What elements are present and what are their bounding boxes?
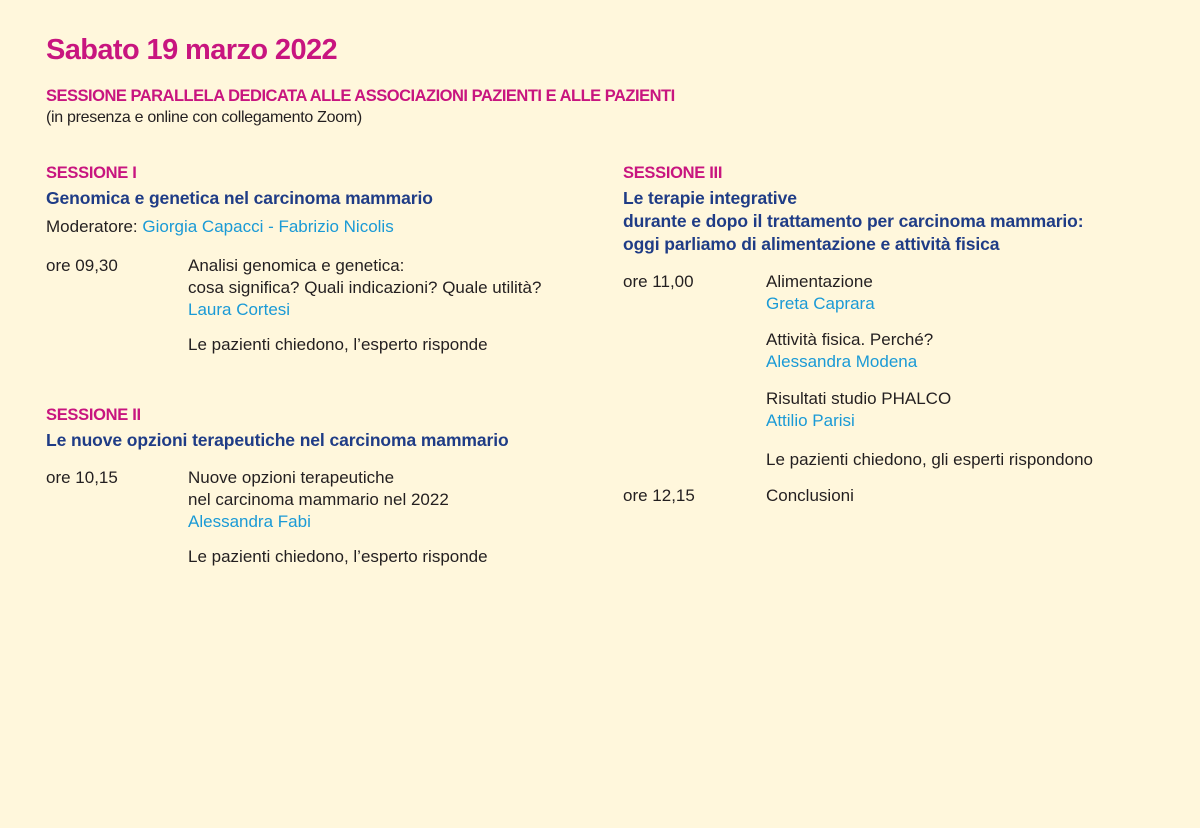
moderator-names: Giorgia Capacci - Fabrizio Nicolis (142, 217, 394, 236)
talk-title-line: Analisi genomica e genetica: (188, 256, 405, 275)
session3-qa: Le pazienti chiedono, gli esperti rispondono (766, 450, 1094, 469)
session3-title-line: Le terapie integrative (623, 188, 797, 208)
talk-speaker: Attilio Parisi (766, 411, 855, 430)
session2-qa: Le pazienti chiedono, l’esperto risponde (188, 547, 488, 566)
talk-topic: Risultati studio PHALCO (766, 389, 952, 408)
event-note: (in presenza e online con collegamento Zoom) (46, 109, 362, 126)
session1-label: SESSIONE I (46, 164, 137, 182)
session1-title: Genomica e genetica nel carcinoma mammario (46, 188, 433, 208)
session3-label: SESSIONE III (623, 164, 723, 182)
talk-speaker: Greta Caprara (766, 294, 875, 313)
session3-time-2: ore 12,15 (623, 486, 695, 505)
session3-time-1: ore 11,00 (623, 272, 694, 291)
session3-title-line: durante e dopo il trattamento per carcinoma mammario: (623, 211, 1084, 231)
talk-speaker: Alessandra Fabi (188, 512, 311, 531)
session3-talk (766, 388, 951, 432)
session1-talk (188, 255, 541, 321)
session3-title-line: oggi parliamo di alimentazione e attività fisica (623, 234, 1000, 254)
talk-title-line: nel carcinoma mammario nel 2022 (188, 490, 449, 509)
session2-talk (188, 467, 449, 533)
moderator-label: Moderatore: (46, 217, 138, 236)
session1-qa: Le pazienti chiedono, l’esperto risponde (188, 335, 488, 354)
session1-moderator (46, 217, 394, 237)
page-date: Sabato 19 marzo 2022 (46, 34, 338, 66)
session3-closing: Conclusioni (766, 486, 854, 505)
session2-title: Le nuove opzioni terapeutiche nel carcinoma mammario (46, 430, 509, 450)
talk-title-line: Nuove opzioni terapeutiche (188, 468, 395, 487)
event-subtitle: SESSIONE PARALLELA DEDICATA ALLE ASSOCIAZIONI PAZIENTI E ALLE PAZIENTI (46, 87, 675, 105)
session3-talk (766, 329, 933, 373)
session3-talk (766, 271, 875, 315)
session2-time: ore 10,15 (46, 468, 118, 487)
talk-speaker: Laura Cortesi (188, 300, 291, 319)
talk-topic: Attività fisica. Perché? (766, 330, 934, 349)
session2-label: SESSIONE II (46, 406, 141, 424)
talk-title-line: cosa significa? Quali indicazioni? Quale utilità? (188, 278, 542, 297)
talk-speaker: Alessandra Modena (766, 352, 918, 371)
talk-topic: Alimentazione (766, 272, 873, 291)
session1-time: ore 09,30 (46, 256, 118, 275)
session3-title (623, 187, 1084, 256)
